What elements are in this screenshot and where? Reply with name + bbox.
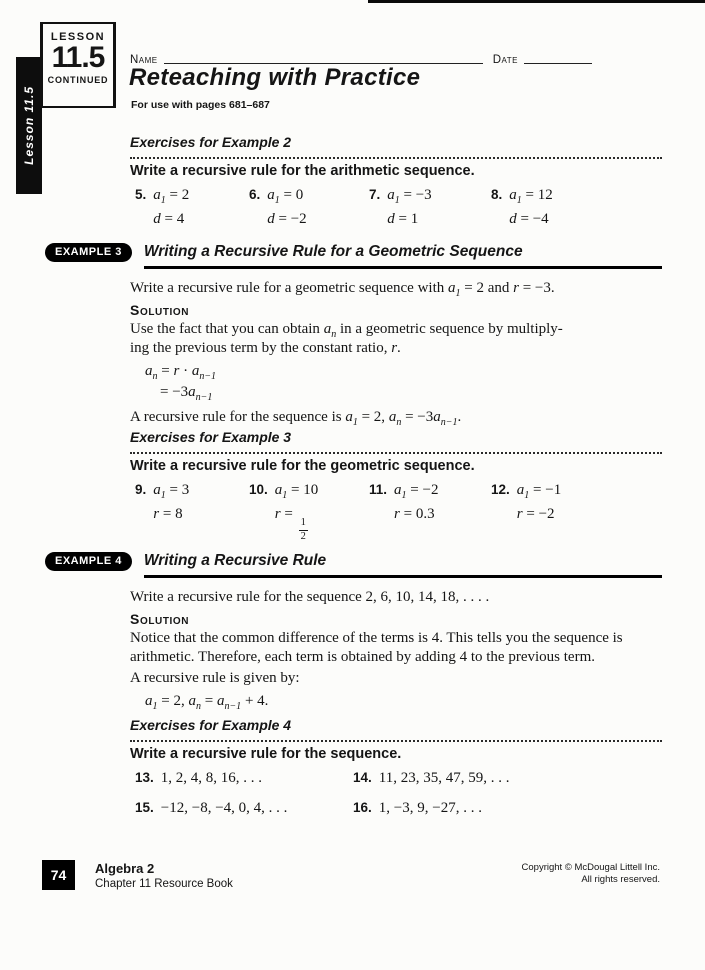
ex4-instruction: Write a recursive rule for the sequence. (130, 746, 402, 762)
problem-math (267, 185, 306, 229)
example3-conclusion: A recursive rule for the sequence is $a_1 = 2$, $a_n = -3a_{n-1}$. (130, 409, 462, 428)
math-line: $a_1 = 12$ (509, 187, 553, 206)
example3-equation-2: = $-3a_{n-1}$ (160, 384, 213, 403)
copyright-line-1: Copyright © McDougal Littell Inc. (521, 862, 660, 873)
ex2-heading (130, 134, 662, 159)
problem-label: 9. (135, 482, 147, 497)
page-title: Reteaching with Practice (129, 64, 421, 91)
math-line: r = −2 (516, 506, 555, 522)
math-line: $a_1 = -3$ (387, 187, 432, 206)
math-line: r = 8 (153, 506, 183, 522)
example4-header (45, 552, 662, 578)
name-label: Name (130, 54, 158, 66)
problem-label: 13. (135, 770, 154, 785)
example4-badge: EXAMPLE 4 (45, 552, 132, 571)
math-line: d = 4 (153, 211, 185, 227)
example3-badge: EXAMPLE 3 (45, 243, 132, 262)
page-subtitle: For use with pages 681–687 (131, 99, 270, 111)
example3-title: Writing a Recursive Rule for a Geometric Sequence (143, 243, 523, 260)
copyright-notice (522, 862, 660, 886)
page-number-box (42, 860, 75, 890)
ex3-heading (130, 429, 662, 454)
problem-math (387, 185, 431, 229)
example3-statement: Write a recursive rule for a geometric sequence with $a_1 = 2$ and r = −3. (130, 280, 555, 299)
problem-6 (249, 185, 369, 229)
ex4-heading-text: Exercises for Example 4 (130, 717, 292, 733)
problem-label: 7. (369, 187, 381, 202)
ex3-instruction: Write a recursive rule for the geometric sequence. (130, 458, 475, 474)
problem-12 (491, 480, 662, 542)
problem-10 (249, 480, 369, 542)
problem-sequence: 1, −3, 9, −27, . . . (378, 800, 482, 816)
lesson-continued: CONTINUED (47, 75, 109, 85)
example4-solution-label: Solution (130, 611, 190, 627)
math-line: $a_1 = 2$ (153, 187, 190, 206)
problem-math (394, 480, 438, 524)
problem-math (509, 185, 552, 229)
problem-math (153, 185, 189, 229)
book-title: Algebra 2 (95, 861, 155, 876)
example4-statement: Write a recursive rule for the sequence 2, 6, 10, 14, 18, . . . . (130, 589, 490, 605)
problem-16 (353, 798, 662, 818)
example3-header (45, 243, 662, 269)
problem-sequence: 11, 23, 35, 47, 59, . . . (378, 770, 510, 786)
example4-solution-text: Notice that the common difference of the terms is 4. This tells you the sequence is arithmetic. Therefore, each term is obtained by adding 4 to the previous term. (130, 630, 623, 665)
example3-solution-label: Solution (130, 302, 190, 318)
problem-label: 16. (353, 800, 372, 815)
problem-label: 6. (249, 187, 261, 202)
problem-math (153, 480, 189, 524)
ex3-problems (135, 480, 662, 542)
example4-equation: $a_1 = 2$, $a_n = a_{n-1} + 4$. (145, 693, 269, 712)
math-line: r = $\frac{1}{2}$ (274, 506, 306, 542)
problem-label: 10. (249, 482, 268, 497)
problem-11 (369, 480, 491, 542)
lesson-number: 11.5 (51, 41, 105, 74)
problem-label: 14. (353, 770, 372, 785)
math-line: d = −2 (267, 211, 307, 227)
math-line: $a_1 = -1$ (516, 482, 562, 501)
problem-15 (135, 798, 353, 818)
page-number: 74 (50, 867, 67, 883)
math-line: r = 0.3 (394, 506, 435, 522)
ex2-problems (135, 185, 662, 229)
problem-math (517, 480, 561, 524)
example3-solution-text: Use the fact that you can obtain $a_n$ in a geometric sequence by multiply- ing the previous term by the constant ratio, r. (130, 321, 563, 356)
side-tab-label: Lesson 11.5 (22, 86, 36, 165)
copyright-line-2: All rights reserved. (581, 874, 660, 885)
example4-title-rule (144, 552, 662, 578)
math-line: $a_1 = 0$ (267, 187, 304, 206)
book-info (95, 861, 233, 890)
problem-14 (353, 768, 662, 788)
ex2-instruction: Write a recursive rule for the arithmetic sequence. (130, 163, 475, 179)
ex3-heading-text: Exercises for Example 3 (130, 429, 292, 445)
problem-5 (135, 185, 249, 229)
math-line: d = −4 (509, 211, 549, 227)
problem-label: 5. (135, 187, 147, 202)
problem-9 (135, 480, 249, 542)
ex2-heading-text: Exercises for Example 2 (130, 134, 292, 150)
problem-13 (135, 768, 353, 788)
worksheet-content (55, 134, 662, 818)
lesson-box-word: LESSON (50, 31, 106, 43)
math-line: d = 1 (387, 211, 419, 227)
date-label: Date (492, 54, 518, 66)
math-line: $a_1 = 3$ (153, 482, 190, 501)
date-blank-line (524, 52, 592, 64)
book-subtitle: Chapter 11 Resource Book (95, 878, 233, 890)
problem-8 (491, 185, 662, 229)
example4-lead-in: A recursive rule is given by: (130, 670, 300, 686)
ex4-problems (135, 768, 662, 818)
problem-math (275, 480, 318, 542)
problem-label: 11. (369, 482, 388, 497)
lesson-side-tab (16, 57, 42, 194)
ex4-heading (130, 717, 662, 742)
problem-label: 8. (491, 187, 503, 202)
example3-title-rule (144, 243, 662, 269)
problem-label: 12. (491, 482, 510, 497)
name-blank-line (164, 52, 483, 64)
problem-7 (369, 185, 491, 229)
math-line: $a_1 = -2$ (394, 482, 439, 501)
problem-sequence: −12, −8, −4, 0, 4, . . . (160, 800, 288, 816)
lesson-box (40, 22, 116, 108)
problem-sequence: 1, 2, 4, 8, 16, . . . (160, 770, 263, 786)
problem-label: 15. (135, 800, 154, 815)
top-edge-line (368, 0, 705, 3)
example4-title: Writing a Recursive Rule (143, 552, 327, 569)
math-line: $a_1 = 10$ (274, 482, 319, 501)
example3-equation-1: $a_n = r \cdot a_{n-1}$ (145, 363, 217, 382)
